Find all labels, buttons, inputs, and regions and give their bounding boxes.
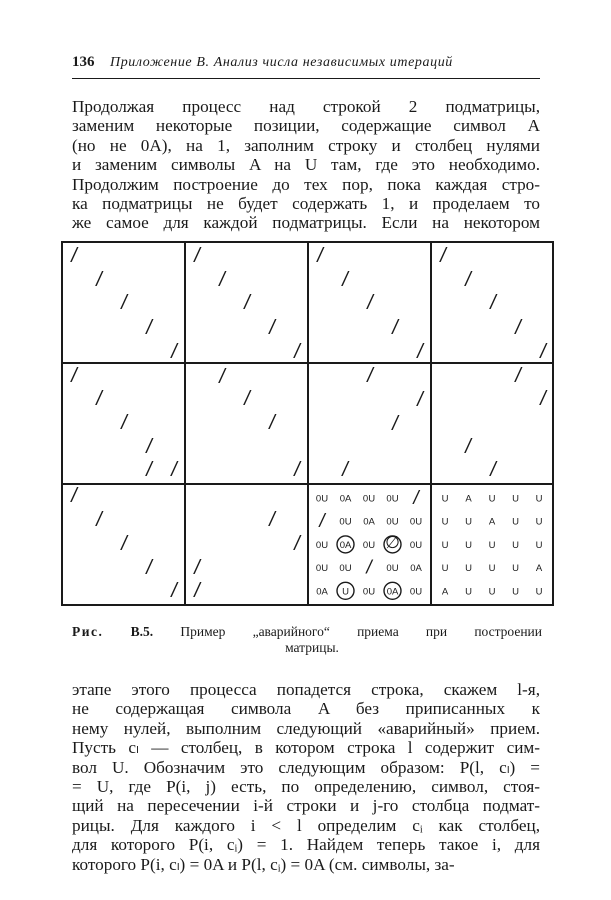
matrix-cell: U xyxy=(441,563,449,575)
text-line: (но не 0A), на 1, заполним строку и столбец нулями xyxy=(72,135,540,155)
slash-mark: / xyxy=(317,245,323,267)
matrix-cell: 0U xyxy=(315,563,329,575)
matrix-cell: 0U xyxy=(315,539,329,551)
slash-mark: / xyxy=(269,509,275,531)
slash-mark: / xyxy=(146,436,152,458)
slash-mark: / xyxy=(171,459,177,481)
slash-mark: / xyxy=(244,388,250,410)
slash-mark: / xyxy=(440,245,446,267)
text-line: щий на пересечении i-й строки и j-го столбца подмат- xyxy=(72,796,540,816)
slash-mark: / xyxy=(269,317,275,339)
text-line: нему нулей, выполним следующий «аварийный» прием. xyxy=(72,718,540,738)
text-line: этапе этого процесса попадется строка, скажем l-я, xyxy=(72,680,540,699)
slash-mark: / xyxy=(417,341,423,363)
slash-mark: / xyxy=(96,388,102,410)
slash-mark: / xyxy=(294,533,300,555)
matrix-cell: U xyxy=(488,493,496,505)
text-line: и заменим символы A на U там, где это необходимо. xyxy=(72,155,540,175)
matrix-cells xyxy=(316,488,543,599)
matrix-cell: U xyxy=(441,516,449,528)
matrix-cell: U xyxy=(535,516,543,528)
matrix-figure xyxy=(61,241,554,606)
caption-line-1 xyxy=(72,624,542,640)
matrix-cell: A xyxy=(441,586,449,598)
caption-line-2: матрицы. xyxy=(285,640,339,655)
matrix-cell: U xyxy=(512,493,519,505)
matrix-cell: U xyxy=(488,539,496,551)
text-line: вол U. Обозначим это следующим образом: P(l, cₗ) = xyxy=(72,757,540,777)
slash-mark: / xyxy=(194,245,200,267)
matrix-cell: 0A xyxy=(386,586,399,598)
slash-mark: / xyxy=(171,341,177,363)
slash-mark: / xyxy=(294,341,300,363)
slash-mark: / xyxy=(146,459,152,481)
text-line: Пусть cₗ — столбец, в котором строка l содержит сим- xyxy=(72,738,540,758)
figure-caption xyxy=(72,624,542,656)
matrix-cell: 0U xyxy=(362,539,376,551)
slash-mark: / xyxy=(244,292,250,314)
matrix-cell: U xyxy=(512,539,519,551)
matrix-cell: 0U xyxy=(362,586,376,598)
slash-mark: / xyxy=(465,269,471,291)
text-line: же самое для каждой подматрицы. Если на некотором xyxy=(72,213,540,233)
caption-number: В.5. xyxy=(130,624,154,639)
slash-mark: / xyxy=(121,412,127,434)
slash-mark: / xyxy=(219,269,225,291)
matrix-cell: U xyxy=(342,586,349,598)
slash-mark: / xyxy=(515,317,521,339)
paragraph-top xyxy=(72,97,540,233)
grid-lines xyxy=(62,242,553,605)
slash-mark: / xyxy=(342,459,348,481)
slash-mark: / xyxy=(219,366,225,388)
matrix-cell: 0U xyxy=(362,493,376,505)
matrix-cell: A xyxy=(535,563,543,575)
matrix-cell: 0U xyxy=(409,586,423,598)
matrix-cell: / xyxy=(366,557,372,579)
slash-mark: / xyxy=(96,509,102,531)
text-line: Продолжим построение до тех пор, пока каждая стро- xyxy=(72,174,540,194)
slash-mark: / xyxy=(71,365,77,387)
slash-mark: / xyxy=(367,365,373,387)
matrix-cell: 0U xyxy=(339,563,352,575)
text-line: ка подматрицы не будет содержать 1, и проделаем то xyxy=(72,194,540,214)
slash-mark: / xyxy=(392,413,398,435)
text-line: Продолжая процесс над строкой 2 подматрицы, xyxy=(72,97,540,116)
slash-mark: / xyxy=(465,436,471,458)
slash-mark: / xyxy=(540,341,546,363)
running-header xyxy=(72,52,540,79)
slash-mark: / xyxy=(294,459,300,481)
matrix-cell: 0U xyxy=(409,516,423,528)
matrix-cell: 0U xyxy=(315,493,329,505)
caption-label: Рис. xyxy=(72,624,104,639)
matrix-cell: 0U xyxy=(409,539,423,551)
matrix-cell: A xyxy=(488,516,496,528)
matrix-cell: ∅ xyxy=(385,532,400,552)
page-number: 136 xyxy=(72,54,95,70)
slash-mark: / xyxy=(392,317,398,339)
slash-mark: / xyxy=(121,533,127,555)
slash-mark: / xyxy=(342,269,348,291)
matrix-cell: 0A xyxy=(410,563,422,575)
matrix-cell: 0U xyxy=(386,516,399,528)
matrix-cell: 0U xyxy=(339,516,352,528)
slash-mark: / xyxy=(171,580,177,602)
matrix-cell: U xyxy=(535,539,543,551)
matrix-cell: U xyxy=(441,539,449,551)
matrix-cell: / xyxy=(413,488,419,509)
slash-mark: / xyxy=(515,365,521,387)
matrix-cell: 0A xyxy=(339,493,352,505)
matrix-cell: 0A xyxy=(339,539,352,551)
matrix-cell: 0U xyxy=(386,563,399,575)
matrix-cell: U xyxy=(535,493,543,505)
matrix-cell: 0A xyxy=(316,586,328,598)
slash-mark: / xyxy=(146,317,152,339)
slash-mark: / xyxy=(269,412,275,434)
matrix-cell: 0A xyxy=(363,516,375,528)
matrix-cell: U xyxy=(465,539,472,551)
slash-mark: / xyxy=(71,485,77,507)
text-line: которого P(i, cₗ) = 0A и P(l, cᵢ) = 0A (см. символы, за- xyxy=(72,854,455,874)
matrix-cell: A xyxy=(465,493,472,505)
matrix-cell: U xyxy=(465,516,472,528)
matrix-cell: / xyxy=(319,511,325,533)
matrix-cell: U xyxy=(512,516,519,528)
slash-mark: / xyxy=(540,388,546,410)
text-line: = U, где P(i, j) есть, по определению, символ, стоя- xyxy=(72,777,540,797)
slash-mark: / xyxy=(194,580,200,602)
matrix-cell: U xyxy=(488,586,496,598)
matrix-cell: U xyxy=(465,586,472,598)
slash-mark: / xyxy=(96,269,102,291)
matrix-cell: U xyxy=(441,493,449,505)
text-line: рицы. Для каждого i < l определим cᵢ как столбец, xyxy=(72,815,540,835)
text-line: не содержащая символа A без приписанных к xyxy=(72,699,540,719)
running-title: Приложение B. Анализ числа независимых итераций xyxy=(110,55,453,70)
slash-mark: / xyxy=(71,245,77,267)
text-line: заменим некоторые позиции, содержащие символ A xyxy=(72,116,540,136)
slash-mark: / xyxy=(490,459,496,481)
slash-mark: / xyxy=(367,292,373,314)
matrix-cell: U xyxy=(465,563,472,575)
slash-mark: / xyxy=(121,292,127,314)
caption-text: Пример „аварийного“ приема при построении xyxy=(180,624,543,639)
matrix-cell: U xyxy=(512,586,519,598)
matrix-cell: 0U xyxy=(386,493,399,505)
matrix-cell: U xyxy=(535,586,543,598)
slash-mark: / xyxy=(417,389,423,411)
paragraph-bottom xyxy=(72,680,540,874)
matrix-cell: U xyxy=(488,563,496,575)
slash-mark: / xyxy=(146,557,152,579)
text-line: для которого P(i, cᵢ) = 1. Найдем теперь такое i, для xyxy=(72,835,540,855)
matrix-cell: U xyxy=(512,563,519,575)
slash-mark: / xyxy=(490,292,496,314)
slash-mark: / xyxy=(194,557,200,579)
